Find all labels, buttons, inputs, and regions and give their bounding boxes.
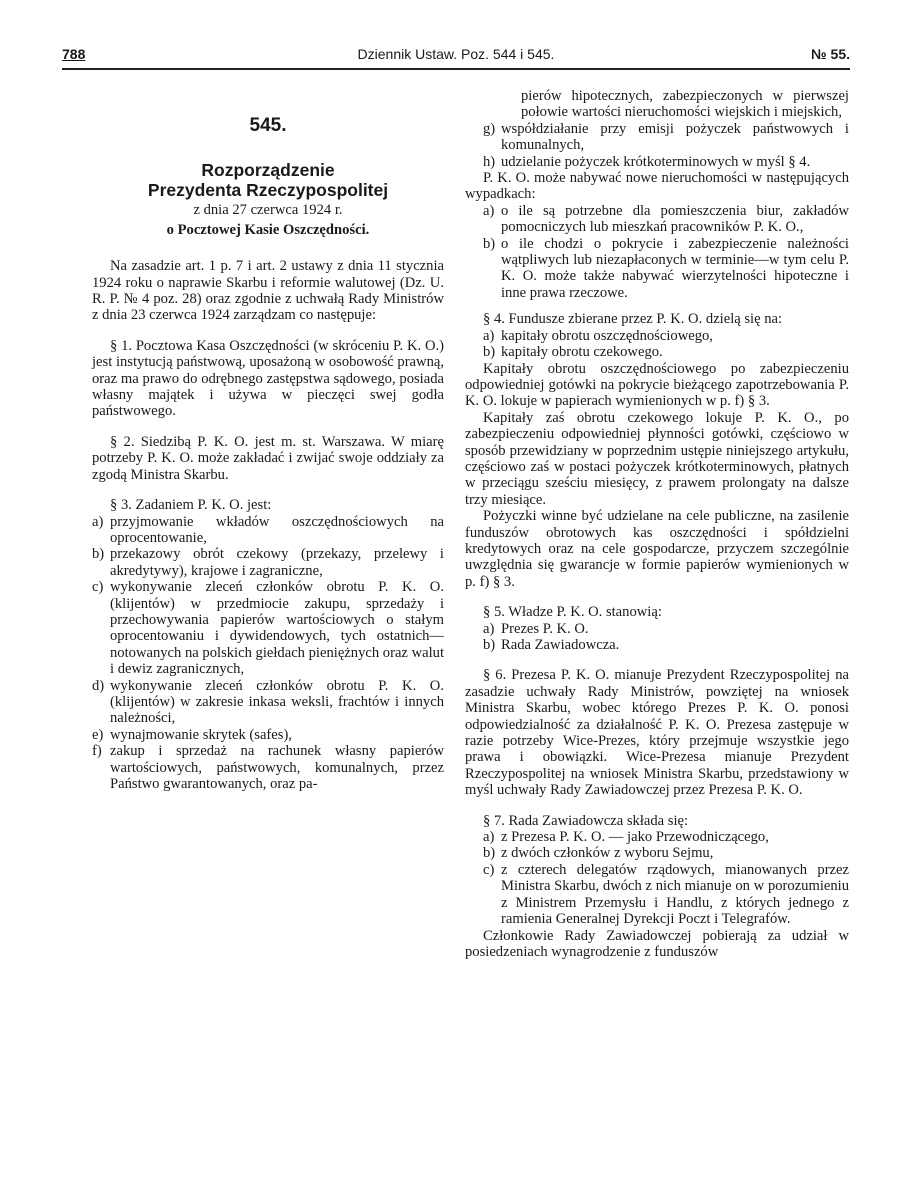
list-item-label: c) <box>92 579 104 596</box>
intro-paragraph: Na zasadzie art. 1 p. 7 i art. 2 ustawy z dnia 11 stycznia 1924 roku o naprawie Skarbu i reformie walutowej (Dz. U. R. P. № 4 poz. 28) oraz zgodnie z uchwałą Rady Ministrów z dnia 23 czerwca 1924 zarządzam co następuje: <box>92 258 444 324</box>
list-item <box>92 546 444 579</box>
issue-number: № 55. <box>811 46 850 62</box>
document-subject: o Pocztowej Kasie Oszczędności. <box>166 221 370 238</box>
list-item-text: z dwóch członków z wyboru Sejmu, <box>501 845 714 862</box>
list-item-label: f) <box>92 743 102 760</box>
list-item-label: a) <box>483 829 495 846</box>
list-item <box>465 154 849 170</box>
left-column <box>92 88 444 792</box>
list-item <box>465 621 849 637</box>
header-rule <box>62 68 850 70</box>
document-title-line-2: Prezydenta Rzeczypospolitej <box>147 180 389 201</box>
list-item-text: o ile chodzi o pokrycie i zabezpieczenie należności wątpliwych lub niezapłaconych w terminie—w tym celu P. K. O. może także nabywać wierzytelności hipoteczne i inne prawa rzeczowe. <box>501 235 849 301</box>
section-4-intro: § 4. Fundusze zbierane przez P. K. O. dzielą się na: <box>483 311 783 328</box>
section-3-intro: § 3. Zadaniem P. K. O. jest: <box>110 497 272 514</box>
list-item-text: wykonywanie zleceń członków obrotu P. K. O. (klijentów) w zakresie inkasa weksli, frachtów i innych należności, <box>110 677 444 727</box>
list-item-label: b) <box>92 546 105 563</box>
list-item-text: udzielanie pożyczek krótkoterminowych w myśl § 4. <box>501 153 811 170</box>
document-number: 545. <box>249 115 287 136</box>
section-6: § 6. Prezesa P. K. O. mianuje Prezydent Rzeczypospolitej na zasadzie uchwały Rady Ministrów, powziętej na wniosek Ministra Skarbu, wobec którego Prezes P. K. O. ponosi odpowiedzialność za działalność P. K. O. Prezesa zastępuje w razie potrzeby Wice-Prezes, który przejmuje wszystkie jego prawa i obowiązki. Wice-Prezesa mianuje Prezydent Rzeczypospolitej na wniosek Ministra Skarbu, przedstawiony w myśl uchwały Rady Zawiadowczej przez Prezesa P. K. O. <box>465 667 849 799</box>
journal-title: Dziennik Ustaw. Poz. 544 i 545. <box>357 46 555 62</box>
list-item <box>465 328 849 344</box>
list-item-text: współdziałanie przy emisji pożyczek państwowych i komunalnych, <box>501 120 849 154</box>
page-header <box>62 46 850 68</box>
list-item-label: a) <box>483 202 495 219</box>
section-5-intro: § 5. Władze P. K. O. stanowią: <box>483 604 662 621</box>
list-item-text: zakup i sprzedaż na rachunek własny papierów wartościowych, państwowych, komunalnych, przez Państwo gwarantowanych, oraz pa- <box>110 743 444 792</box>
list-item-text: o ile są potrzebne dla pomieszczenia biur, zakładów pomocniczych lub mieszkań pracowników P. K. O., <box>501 202 849 236</box>
list-item-text: z czterech delegatów rządowych, mianowanych przez Ministra Skarbu, dwóch z nich mianuje on w porozumieniu z Ministrem Przemysłu i Handlu, z których jednego z ramienia Generalnej Dyrekcji Poczt i Telegrafów. <box>501 861 849 928</box>
list-item-label: b) <box>483 344 496 361</box>
right-column <box>465 88 849 960</box>
list-item-label: a) <box>483 620 495 637</box>
item-f-continuation: pierów hipotecznych, zabezpieczonych w pierwszej połowie wartości nieruchomości wiejskich i miejskich, <box>521 88 849 121</box>
page-number: 788 <box>62 46 86 62</box>
list-item <box>465 344 849 360</box>
realty-intro: P. K. O. może nabywać nowe nieruchomości w następujących wypadkach: <box>465 170 849 203</box>
list-item-label: a) <box>92 513 104 530</box>
list-item-text: kapitały obrotu czekowego. <box>501 344 663 361</box>
list-item-text: z Prezesa P. K. O. — jako Przewodniczącego, <box>501 829 769 846</box>
list-item-label: g) <box>483 120 496 137</box>
section-4-paragraph-2: Kapitały zaś obrotu czekowego lokuje P. K. O., po zabezpieczeniu odpowiedniej płynności gotówki, częściowo w sposób przewidziany w poprzednim ustępie niniejszego artykułu, częściowo zaś w postaci pożyczek krótkoterminowych, płatnych w przeciągu sześciu miesięcy, z prawem prolongaty na dalsze trzy miesiące. <box>465 409 849 508</box>
section-2: § 2. Siedzibą P. K. O. jest m. st. Warszawa. W miarę potrzeby P. K. O. może zakładać i zwijać swoje oddziały za zgodą Ministra Skarbu. <box>92 433 444 483</box>
section-7-intro: § 7. Rada Zawiadowcza składa się: <box>483 812 689 829</box>
list-item-label: a) <box>483 327 495 344</box>
list-item-text: wykonywanie zleceń członków obrotu P. K. O. (klijentów) w przedmiocie zakupu, sprzedaży i przechowywania papierów wartościowych o stałym oprocentowaniu i dywidendowych, tych ostatnich—notowanych na polskich giełdach pieniężnych oraz walut i dewiz zagranicznych, <box>110 579 444 678</box>
list-item-label: d) <box>92 677 105 694</box>
list-item-text: Prezes P. K. O. <box>501 620 589 637</box>
list-item-text: wynajmowanie skrytek (safes), <box>110 726 292 743</box>
section-4-paragraph-1: Kapitały obrotu oszczędnościowego po zabezpieczeniu odpowiedniej gotówki na pokrycie bieżącego zapotrzebowania P. K. O. lokuje w papierach wymienionych w p. f) § 3. <box>465 360 849 410</box>
list-item <box>465 862 849 928</box>
list-item <box>465 845 849 861</box>
list-item-label: b) <box>483 637 496 653</box>
list-item <box>465 121 849 154</box>
list-item <box>92 678 444 727</box>
list-item-label: b) <box>483 845 496 862</box>
list-item <box>465 829 849 845</box>
list-item-label: b) <box>483 235 496 252</box>
list-item-text: kapitały obrotu oszczędnościowego, <box>501 327 713 344</box>
list-item-label: h) <box>483 153 496 170</box>
document-date: z dnia 27 czerwca 1924 r. <box>193 202 343 219</box>
document-title-line-1: Rozporządzenie <box>201 160 335 181</box>
list-item <box>465 637 849 653</box>
list-item <box>92 743 444 792</box>
list-item-text: przyjmowanie wkładów oszczędnościowych na oprocentowanie, <box>110 513 444 546</box>
list-item <box>465 203 849 236</box>
list-item-label: c) <box>483 861 495 878</box>
list-item <box>465 236 849 302</box>
section-4-paragraph-3: Pożyczki winne być udzielane na cele publiczne, na zasilenie funduszów obrotowych kas oszczędności i spółdzielni kredytowych oraz na cele gospodarcze, przyczem szczególnie uwzględnia się gwarancje w formie papierów wymienionych w p. f) § 3. <box>465 508 849 590</box>
list-item <box>92 579 444 677</box>
section-7-paragraph-1: Członkowie Rady Zawiadowczej pobierają za udział w posiedzeniach wynagrodzenie z funduszów <box>465 927 849 960</box>
list-item <box>92 514 444 547</box>
list-item-text: przekazowy obrót czekowy (przekazy, przelewy i akredytywy), krajowe i zagraniczne, <box>110 546 444 579</box>
list-item-text: Rada Zawiadowcza. <box>501 637 620 653</box>
list-item-label: e) <box>92 726 104 743</box>
section-1: § 1. Pocztowa Kasa Oszczędności (w skróceniu P. K. O.) jest instytucją państwową, uposażoną w osobowość prawną, oraz ma prawo do odrębnego zastępstwa sądowego, posiada własny majątek i używa w pieczęci swej godła państwowego. <box>92 337 444 420</box>
list-item <box>92 727 444 743</box>
